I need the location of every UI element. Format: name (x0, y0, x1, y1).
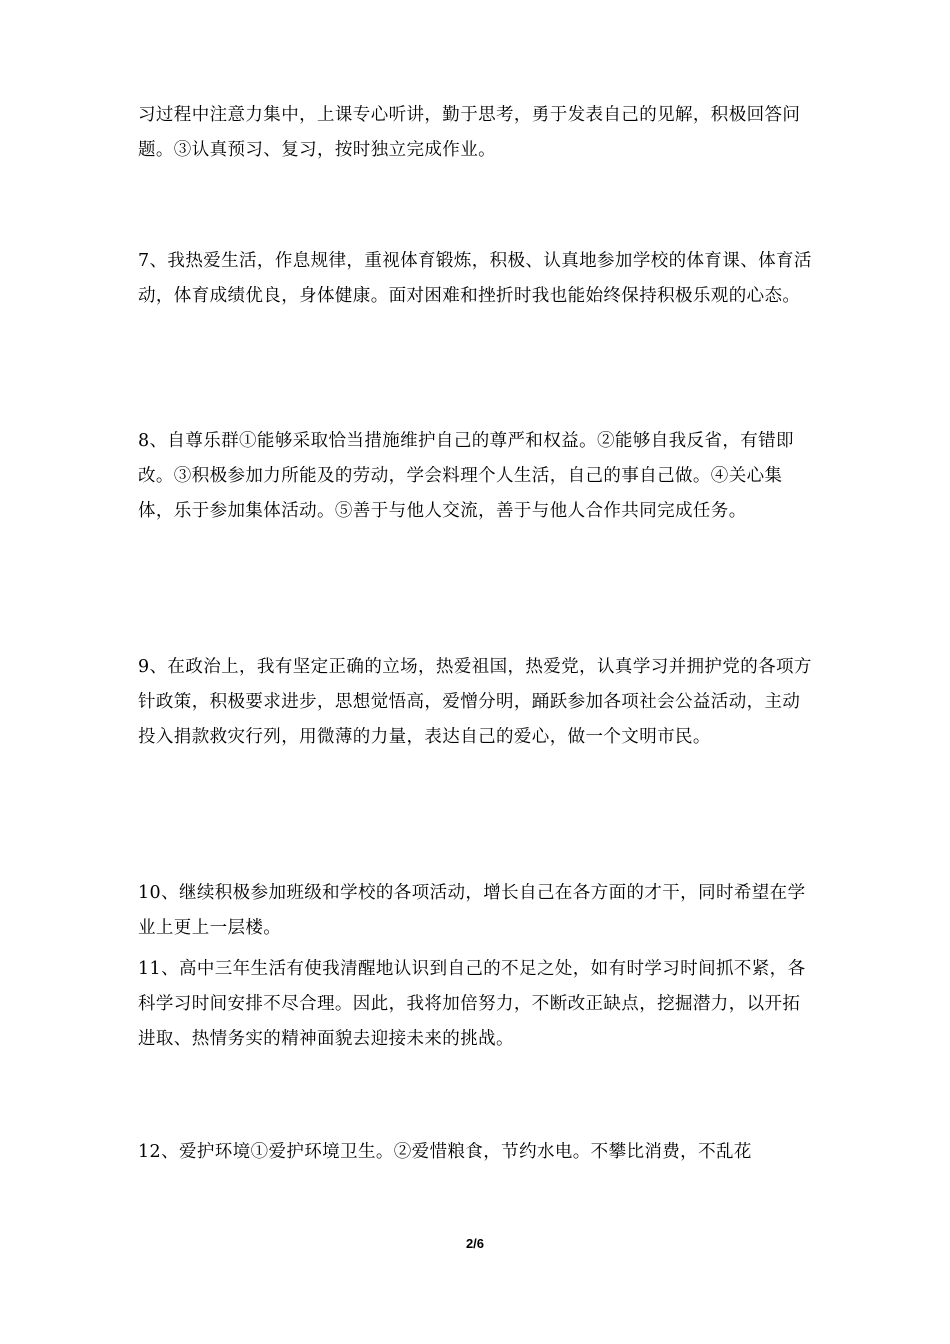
paragraph-7: 7、我热爱生活，作息规律，重视体育锻炼，积极、认真地参加学校的体育课、体育活动，体育成绩优良，身体健康。面对困难和挫折时我也能始终保持积极乐观的心态。 (138, 251, 812, 306)
page-number: 2/6 (465, 1236, 485, 1251)
paragraph-9: 9、在政治上，我有坚定正确的立场，热爱祖国，热爱党，认真学习并拥护党的各项方针政策，积极要求进步，思想觉悟高，爱憎分明，踊跃参加各项社会公益活动，主动投入捐款救灾行列，用微薄的力量，表达自己的爱心，做一个文明市民。 (138, 657, 812, 747)
paragraph-12: 12、爱护环境①爱护环境卫生。②爱惜粮食，节约水电。不攀比消费，不乱花 (138, 1142, 752, 1162)
paragraph-10: 10、继续积极参加班级和学校的各项活动，增长自己在各方面的才干，同时希望在学业上更上一层楼。 (138, 883, 806, 938)
paragraph-11: 11、高中三年生活有使我清醒地认识到自己的不足之处，如有时学习时间抓不紧，各科学习时间安排不尽合理。因此，我将加倍努力，不断改正缺点，挖掘潜力，以开拓进取、热情务实的精神面貌去迎接未来的挑战。 (138, 959, 806, 1049)
paragraph-8: 8、自尊乐群①能够采取恰当措施维护自己的尊严和权益。②能够自我反省，有错即改。③积极参加力所能及的劳动，学会料理个人生活，自己的事自己做。④关心集体，乐于参加集体活动。⑤善于与他人交流，善于与他人合作共同完成任务。 (138, 431, 794, 521)
paragraph-continued: 习过程中注意力集中，上课专心听讲，勤于思考，勇于发表自己的见解，积极回答问题。③认真预习、复习，按时独立完成作业。 (138, 105, 801, 160)
